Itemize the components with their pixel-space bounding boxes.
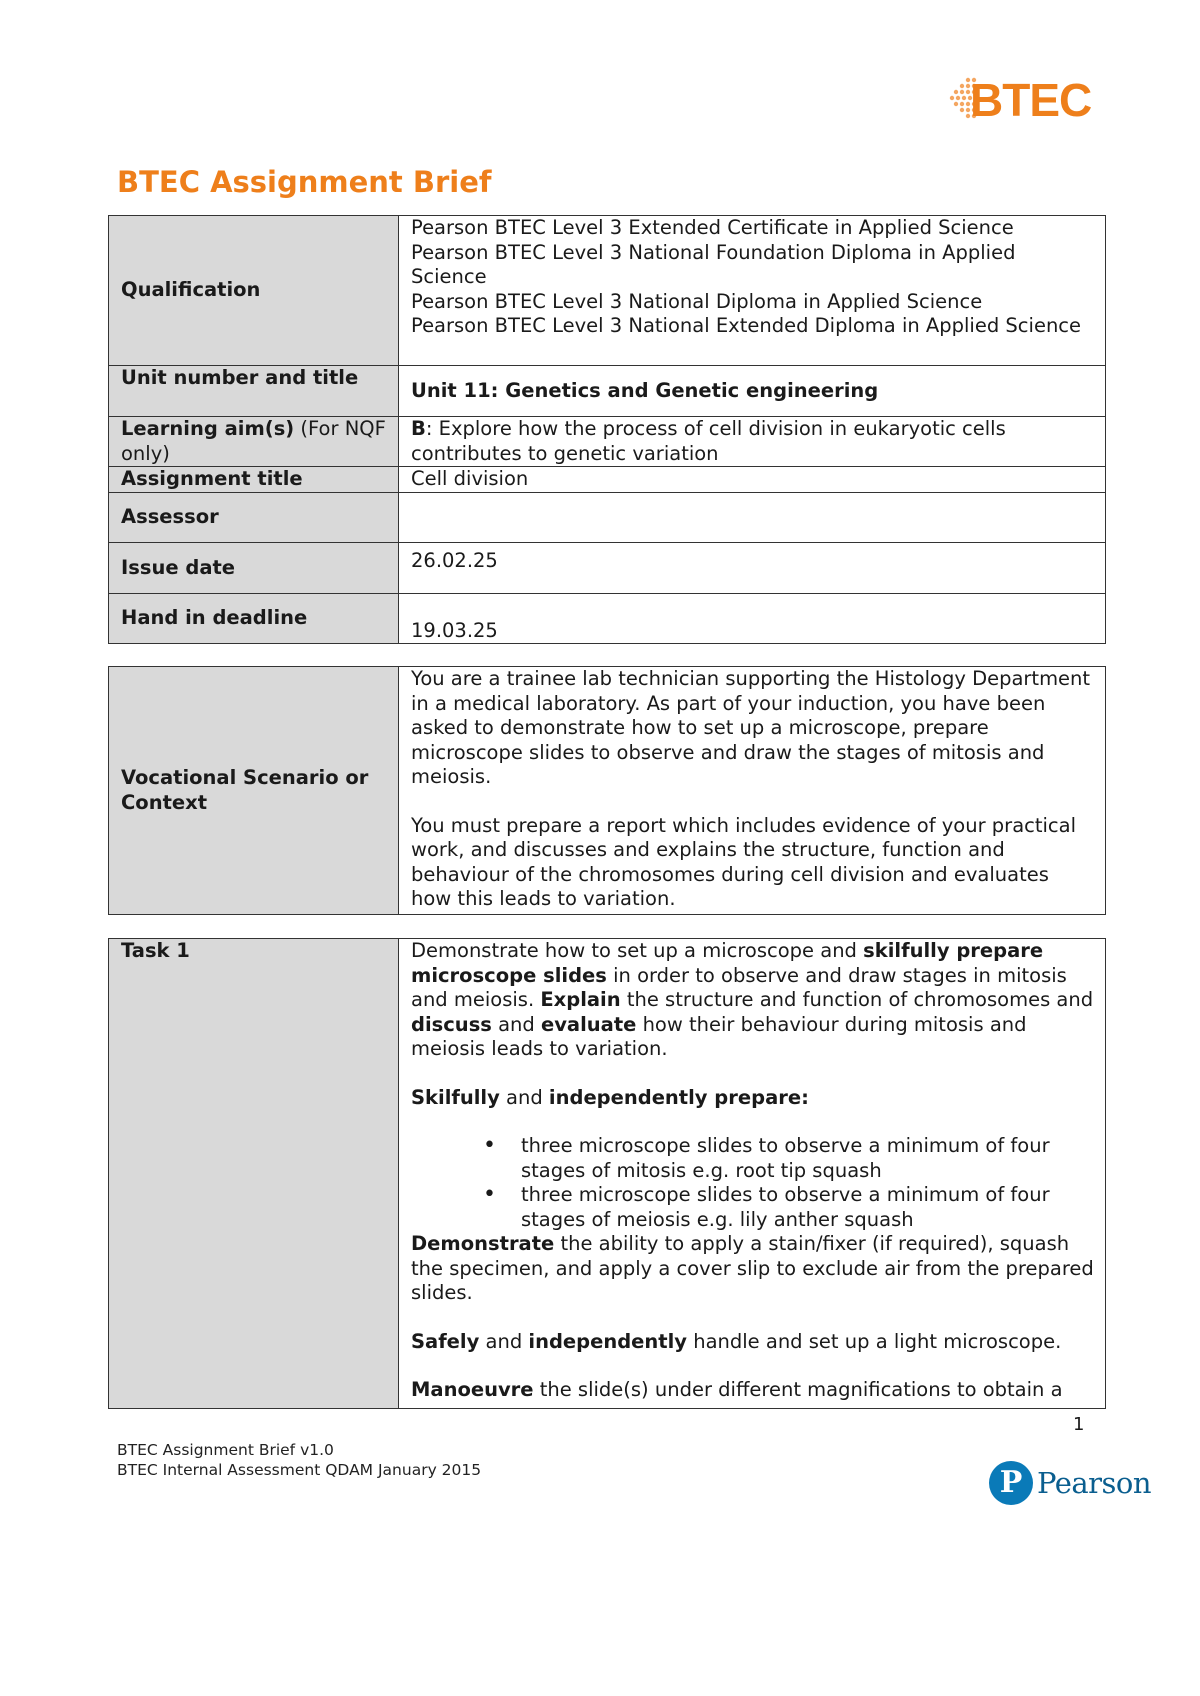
assignment-title-value: Cell division — [399, 467, 1106, 493]
pearson-logo-text: Pearson — [1037, 1466, 1152, 1500]
scenario-value — [399, 667, 1106, 915]
assessor-label: Assessor — [109, 493, 399, 543]
list-item: • three microscope slides to observe a minimum of four stages of meiosis e.g. lily anther squash — [521, 1183, 1095, 1232]
task-1-value — [399, 939, 1106, 1409]
scenario-label: Vocational Scenario or Context — [109, 667, 399, 915]
scenario-table — [108, 666, 1106, 915]
learning-aim-letter: B — [411, 417, 426, 440]
unit-label: Unit number and title — [109, 366, 399, 417]
qualification-line: Pearson BTEC Level 3 National Foundation Diploma in Applied Science — [411, 240, 1016, 288]
row-learning-aim — [109, 417, 1106, 467]
qualification-line: Pearson BTEC Level 3 National Diploma in Applied Science — [411, 289, 983, 313]
row-qualification — [109, 216, 1106, 366]
pearson-logo — [989, 1461, 1169, 1509]
learning-aim-text: : Explore how the process of cell division in eukaryotic cells contributes to genetic variation — [411, 417, 1006, 465]
learning-aim-value — [399, 417, 1106, 467]
issue-date-label: Issue date — [109, 543, 399, 594]
row-issue-date — [109, 543, 1106, 594]
details-table — [108, 215, 1106, 644]
deadline-value: 19.03.25 — [399, 594, 1106, 644]
row-assignment-title — [109, 467, 1106, 493]
footer-line-1: BTEC Assignment Brief v1.0 — [117, 1441, 334, 1459]
deadline-label: Hand in deadline — [109, 594, 399, 644]
row-task-1 — [109, 939, 1106, 1409]
task-1-intro: Demonstrate how to set up a microscope and skilfully prepare microscope slides in order to observe and draw stages in mitosis and meiosis. Explain the structure and function of chromosomes and discuss and evaluate how their behaviour during mitosis and meiosis leads to variation. — [411, 939, 1094, 1060]
assessor-value — [399, 493, 1106, 543]
task-1-label: Task 1 — [109, 939, 399, 1409]
task-1-prepare-heading: Skilfully and independently prepare: — [411, 1085, 809, 1109]
learning-aim-label-bold: Learning aim(s) — [121, 417, 295, 440]
task-1-safety: Safely and independently handle and set up a light microscope. — [411, 1329, 1062, 1353]
list-item: • three microscope slides to observe a minimum of four stages of mitosis e.g. root tip squash — [521, 1134, 1095, 1183]
row-assessor — [109, 493, 1106, 543]
qualification-line: Pearson BTEC Level 3 National Extended Diploma in Applied Science — [411, 314, 1082, 337]
scenario-paragraph-1: You are a trainee lab technician supporting the Histology Department in a medical laboratory. As part of your induction, you have been asked to demonstrate how to set up a microscope, prepare microscope slides to observe and draw the stages of mitosis and meiosis. — [411, 667, 1091, 788]
qualification-line: Pearson BTEC Level 3 Extended Certificate in Applied Science — [411, 216, 1014, 239]
task-table — [108, 938, 1106, 1409]
scenario-paragraph-2: You must prepare a report which includes evidence of your practical work, and discusses and explains the structure, function and behaviour of the chromosomes during cell division and evaluates how this leads to variation. — [411, 813, 1077, 910]
footer-line-2: BTEC Internal Assessment QDAM January 2015 — [117, 1461, 482, 1479]
qualification-value — [399, 216, 1106, 366]
page-title: BTEC Assignment Brief — [117, 165, 492, 199]
learning-aim-label-note: (For NQF only) — [121, 417, 386, 465]
pearson-mark-icon: P — [989, 1461, 1033, 1505]
row-deadline — [109, 594, 1106, 644]
row-scenario — [109, 667, 1106, 915]
footer — [117, 1440, 481, 1480]
qualification-label: Qualification — [109, 216, 399, 366]
btec-logo — [948, 70, 1092, 130]
learning-aim-label — [109, 417, 399, 467]
task-1-bullet-list — [411, 1134, 1095, 1232]
page-number: 1 — [1073, 1414, 1085, 1435]
unit-value: Unit 11: Genetics and Genetic engineering — [399, 366, 1106, 417]
assignment-title-label: Assignment title — [109, 467, 399, 493]
issue-date-value: 26.02.25 — [399, 543, 1106, 594]
btec-logo-text: BTEC — [970, 74, 1092, 126]
task-1-manoeuvre: Manoeuvre the slide(s) under different magnifications to obtain a — [411, 1378, 1063, 1401]
row-unit — [109, 366, 1106, 417]
task-1-demonstrate: Demonstrate the ability to apply a stain/fixer (if required), squash the specimen, and apply a cover slip to exclude air from the prepared slides. — [411, 1232, 1094, 1304]
